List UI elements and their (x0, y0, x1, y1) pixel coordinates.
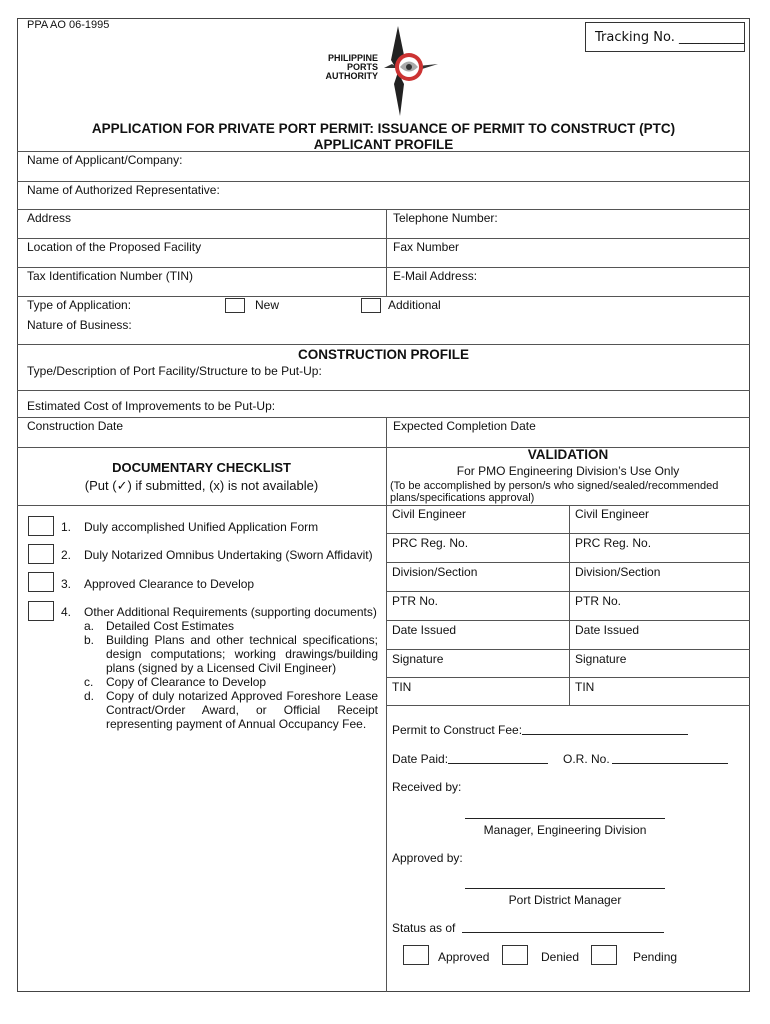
status-approved-checkbox[interactable] (403, 945, 429, 965)
val-division-left: Division/Section (392, 565, 478, 579)
val-tin-right: TIN (575, 680, 595, 694)
sub-item-b-line-2: design computations; working drawings/building (106, 647, 378, 661)
name-applicant-field[interactable] (17, 152, 750, 181)
type-new-label: New (255, 298, 280, 312)
nature-business-label: Nature of Business: (27, 318, 132, 332)
val-ptr-right: PTR No. (575, 594, 622, 608)
logo-text-2: PORTS (346, 62, 378, 72)
date-paid-line[interactable] (448, 763, 548, 764)
completion-date-label: Expected Completion Date (393, 419, 536, 433)
fax-label: Fax Number (393, 240, 460, 254)
or-no-line[interactable] (612, 763, 728, 764)
val-prc-right: PRC Reg. No. (575, 536, 652, 550)
val-division-right: Division/Section (575, 565, 661, 579)
construction-date-label: Construction Date (27, 419, 124, 433)
port-manager-label: Port District Manager (508, 893, 622, 907)
approved-by-signature-line[interactable] (465, 888, 665, 889)
val-signature-right: Signature (575, 652, 627, 666)
manager-eng-label: Manager, Engineering Division (483, 823, 647, 837)
logo-text-1: PHILIPPINE (327, 53, 378, 63)
checklist-item-2-checkbox[interactable] (28, 544, 54, 564)
val-ptr-left: PTR No. (392, 594, 439, 608)
permit-fee-line[interactable] (522, 734, 688, 735)
name-rep-label: Name of Authorized Representative: (27, 183, 220, 197)
tracking-label: Tracking No. __________ (595, 30, 744, 45)
sub-item-c-line: Copy of Clearance to Develop (106, 675, 267, 689)
val-date-issued-right: Date Issued (575, 623, 640, 637)
validation-sub2a: (To be accomplished by person/s who signed/sealed/recommended (390, 480, 719, 492)
val-date-issued-left: Date Issued (392, 623, 457, 637)
validation-heading: VALIDATION (527, 447, 609, 462)
permit-fee-label: Permit to Construct Fee: (392, 723, 523, 737)
sub-item-d-line-1: Copy of duly notarized Approved Foreshore Lease (106, 689, 378, 703)
status-pending-checkbox[interactable] (591, 945, 617, 965)
sub-item-b-line-1: Building Plans and other technical specifications; (106, 633, 378, 647)
status-pending-label: Pending (633, 950, 678, 964)
form-code: PPA AO 06-1995 (27, 19, 110, 31)
status-date-line[interactable] (462, 932, 664, 933)
checklist-item-1-checkbox[interactable] (28, 516, 54, 536)
sub-item-d-line-2: Contract/Order Award, or Official Receipt (106, 703, 378, 717)
checklist-item-1-label: Duly accomplished Unified Application Form (84, 520, 319, 534)
logo-text-3: AUTHORITY (325, 71, 378, 81)
checklist-item-1-num: 1. (61, 520, 72, 534)
sub-item-a-letter: a. (84, 619, 95, 633)
type-desc-label: Type/Description of Port Facility/Structure to be Put-Up: (27, 364, 322, 378)
checklist-heading: DOCUMENTARY CHECKLIST (112, 460, 291, 475)
type-additional-label: Additional (388, 298, 441, 312)
sub-item-b-line-3: plans (signed by a Licensed Civil Engineer) (106, 661, 337, 675)
status-approved-label: Approved (438, 950, 490, 964)
val-civil-eng-right: Civil Engineer (575, 507, 650, 521)
sub-item-d-letter: d. (84, 689, 95, 703)
received-by-label: Received by: (392, 780, 462, 794)
est-cost-label: Estimated Cost of Improvements to be Put-Up: (27, 399, 276, 413)
checklist-item-4-label: Other Additional Requirements (supporting documents) (84, 605, 377, 619)
val-civil-eng-left: Civil Engineer (392, 507, 467, 521)
validation-sub1: For PMO Engineering Division’s Use Only (456, 464, 680, 478)
or-no-label: O.R. No. (563, 752, 610, 766)
checklist-item-2-num: 2. (61, 548, 72, 562)
status-denied-checkbox[interactable] (502, 945, 528, 965)
address-label: Address (27, 211, 72, 225)
status-as-of-label: Status as of (392, 921, 456, 935)
val-tin-left: TIN (392, 680, 412, 694)
form-title: APPLICATION FOR PRIVATE PORT PERMIT: ISSUANCE OF PERMIT TO CONSTRUCT (PTC) (91, 121, 676, 136)
received-by-signature-line[interactable] (465, 818, 665, 819)
construction-profile-heading: CONSTRUCTION PROFILE (298, 347, 469, 362)
sub-item-c-letter: c. (84, 675, 94, 689)
val-prc-left: PRC Reg. No. (392, 536, 469, 550)
name-rep-field[interactable] (17, 182, 750, 210)
checklist-item-3-label: Approved Clearance to Develop (84, 577, 255, 591)
type-application-label: Type of Application: (27, 298, 132, 312)
applicant-profile-heading: APPLICANT PROFILE (313, 137, 454, 152)
val-signature-left: Signature (392, 652, 444, 666)
sub-item-b-letter: b. (84, 633, 95, 647)
checklist-item-4-num: 4. (61, 605, 72, 619)
location-label: Location of the Proposed Facility (27, 240, 202, 254)
sub-item-d-line-3: representing payment of Annual Occupancy Fee. (106, 717, 367, 731)
checklist-item-3-num: 3. (61, 577, 72, 591)
date-paid-label: Date Paid: (392, 752, 449, 766)
checklist-item-4-checkbox[interactable] (28, 601, 54, 621)
type-new-checkbox[interactable] (225, 298, 245, 313)
checklist-subheading: (Put (✓) if submitted, (x) is not available) (84, 478, 319, 493)
checklist-item-2-label: Duly Notarized Omnibus Undertaking (Sworn Affidavit) (84, 548, 373, 562)
approved-by-label: Approved by: (392, 851, 463, 865)
sub-item-a-line: Detailed Cost Estimates (106, 619, 235, 633)
tin-label: Tax Identification Number (TIN) (27, 269, 194, 283)
checklist-item-3-checkbox[interactable] (28, 572, 54, 592)
status-denied-label: Denied (541, 950, 580, 964)
telephone-label: Telephone Number: (393, 211, 498, 225)
type-additional-checkbox[interactable] (361, 298, 381, 313)
name-applicant-label: Name of Applicant/Company: (27, 153, 183, 167)
validation-sub2b: plans/specifications approval) (390, 492, 535, 504)
email-label: E-Mail Address: (393, 269, 478, 283)
